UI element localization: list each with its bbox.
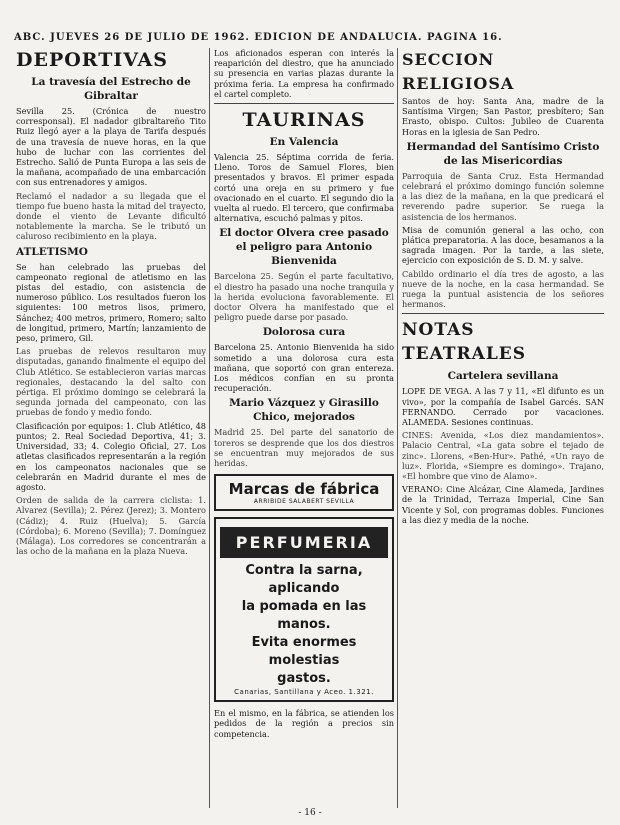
subhead-valencia: En Valencia [269, 136, 339, 149]
ad-text: Contra la sarna, aplicando [245, 563, 363, 597]
article-paragraph: Barcelona 25. Antonio Bienvenida ha sido sometido a una dolorosa cura esta mañana, que soportó con gran entereza. Los médicos confían en su pronta recuperación. [214, 342, 394, 394]
article-paragraph: Orden de salida de la carrera ciclista: 1. Alvarez (Sevilla); 2. Pérez (Jerez); 3. Montero (Cádiz); 4. Ruiz (Huelva); 5. García (Córdoba); 6. Moreno (Sevilla); 7. Domínguez (Málaga). Los corredores se concentrarán a las ocho de la mañana en la plaza Nueva. [16, 495, 206, 557]
article-paragraph: Cabildo ordinario el día tres de agosto, a las nueve de la noche, en la casa hermandad. Se ruega la puntual asistencia de los señores hermanos. [402, 268, 604, 310]
column-rule [209, 48, 210, 808]
ad-title: Marcas de fábrica [228, 480, 380, 499]
subhead-estrecho: La travesía del Estrecho de Gibraltar [31, 76, 191, 102]
article-paragraph: Los aficionados esperan con interés la reaparición del diestro, que ha anunciado su presencia en varias plazas durante la próxima feria. La empresa ha confirmado el cartel completo. [214, 48, 394, 99]
article-paragraph: Misa de comunión general a las ocho, con plática preparatoria. A las doce, besamanos a la sagrada imagen. Por la tarde, a las siete, ejercicio con exposición de S. D. M. y salve. [402, 224, 604, 266]
article-paragraph: VERANO: Cine Alcázar, Cine Alameda, Jardines de la Trinidad, Terraza Imperial, Cine San Vicente y Sol, con programas dobles. Funciones a las diez y media de la noche. [402, 484, 604, 525]
article-paragraph: Madrid 25. Del parte del sanatorio de toreros se desprende que los dos diestros se encuentran muy mejorados de sus heridas. [214, 427, 394, 469]
article-paragraph: Barcelona 25. Según el parte facultativo, el diestro ha pasado una noche tranquila y la herida evoluciona favorablemente. El doctor Olvera ha manifestado que el peligro puede darse por pasado. [214, 271, 394, 323]
section-title-taurinas: TAURINAS [242, 109, 366, 132]
divider [402, 313, 604, 314]
article-paragraph: Valencia 25. Séptima corrida de feria. Lleno. Toros de Samuel Flores, bien presentados y bravos. El primer espada cortó una oreja en su primero y fue ovacionado en el cuarto. El segundo dio la vuelta al ruedo. El tercero, que confirmaba alternativa, escuchó palmas y pitos. [214, 152, 394, 224]
subhead-atletismo: ATLETISMO [16, 245, 88, 258]
divider [214, 103, 394, 104]
article-paragraph: Santos de hoy: Santa Ana, madre de la Santísima Virgen; San Pastor, presbítero; San Erasto, obispo. Cultos: Jubileo de Cuarenta Horas en la iglesia de San Pedro. [402, 96, 604, 137]
ad-footer: Canarias, Santillana y Aceo. 1.321. [234, 688, 374, 697]
column-rule [397, 48, 398, 808]
subhead-olvera: El doctor Olvera cree pasado el peligro para Antonio Bienvenida [219, 227, 389, 268]
ad-banner: PERFUMERIA [220, 527, 388, 558]
column-sports [16, 48, 206, 808]
advertisement-sarna [214, 517, 394, 702]
article-paragraph: Reclamó el nadador a su llegada que el tiempo fue bueno hasta la mitad del trayecto, donde el viento de Levante dificultó notablemente la marcha. Se le tributó un caluroso recibimiento en la playa. [16, 190, 206, 242]
column-bullfighting [214, 48, 394, 808]
article-paragraph: LOPE DE VEGA. A las 7 y 11, «El difunto es un vivo», por la compañía de Isabel Garcés. SAN FERNANDO. Cerrado por vacaciones. ALAMEDA. Sesiones continuas. [402, 386, 604, 428]
article-paragraph: Sevilla 25. (Crónica de nuestro corresponsal). El nadador gibraltareño Tito Ruiz llegó ayer a la playa de Tarifa después de una travesía de nueve horas, en la que hubo de luchar con las corrientes del Estrecho. Salió de Punta Europa a las seis de la mañana, acompañado de una embarcación con sus entrenadores y amigos. [16, 106, 206, 188]
section-title-deportivas: DEPORTIVAS [16, 49, 169, 71]
ad-text: la pomada en las manos. [241, 599, 367, 633]
column-religion-theatre [402, 48, 604, 808]
subhead-cura: Dolorosa cura [262, 326, 346, 339]
article-paragraph: En el mismo, en la fábrica, se atienden los pedidos de la región a precios sin competencia. [214, 708, 394, 739]
ad-text: gastos. [277, 671, 331, 687]
advertisement-marcas [214, 474, 394, 511]
section-title-teatrales: NOTAS TEATRALES [402, 320, 527, 365]
subhead-mejorados: Mario Vázquez y Girasillo Chico, mejorados [229, 397, 379, 424]
section-title-religiosa: SECCION RELIGIOSA [402, 50, 515, 93]
ad-text: Evita enormes molestias [251, 635, 357, 669]
article-paragraph: Parroquia de Santa Cruz. Esta Hermandad celebrará el próximo domingo función solemne a las diez de la mañana, en la que predicará el reverendo padre superior. Se ruega la asistencia de los hermanos. [402, 170, 604, 222]
article-paragraph: Clasificación por equipos: 1. Club Atlético, 48 puntos; 2. Real Sociedad Deportiva, 41; 3. Universidad, 33; 4. Colegio Oficial, 27. Los atletas clasificados representarán a la región en los campeonatos nacionales que se celebrarán en Madrid durante el mes de agosto. [16, 420, 206, 492]
article-paragraph: CINES: Avenida, «Los diez mandamientos». Palacio Central, «La gata sobre el tejado de zinc». Llorens, «Ben-Hur». Pathé, «Un rayo de luz». Florida, «Siempre es domingo». Trajano, «El hombre que vino de Alamo». [402, 430, 604, 482]
subhead-cartelera: Cartelera sevillana [447, 370, 559, 383]
article-paragraph: Las pruebas de relevos resultaron muy disputadas, ganando finalmente el equipo del Club Atlético. Se establecieron varias marcas regionales, destacando la del salto con pértiga. El próximo domingo se celebrará la segunda jornada del campeonato, con las pruebas de fondo y medio fondo. [16, 346, 206, 418]
article-paragraph: Se han celebrado las pruebas del campeonato regional de atletismo en las pistas del estadio, con asistencia de numeroso público. Los resultados fueron los siguientes: 100 metros lisos, primero, Sánchez; 400 metros, primero, Romero; salto de longitud, primero, Martín; lanzamiento de peso, primero, Gil. [16, 261, 206, 344]
page-footer: - 16 - [298, 808, 322, 818]
ad-line: ARRIBIDE SALABERT SEVILLA [253, 498, 355, 506]
subhead-hermandad: Hermandad del Santísimo Cristo de las Misericordias [406, 140, 600, 167]
page-header: ABC. JUEVES 26 DE JULIO DE 1962. EDICION DE ANDALUCIA. PAGINA 16. [14, 32, 503, 43]
